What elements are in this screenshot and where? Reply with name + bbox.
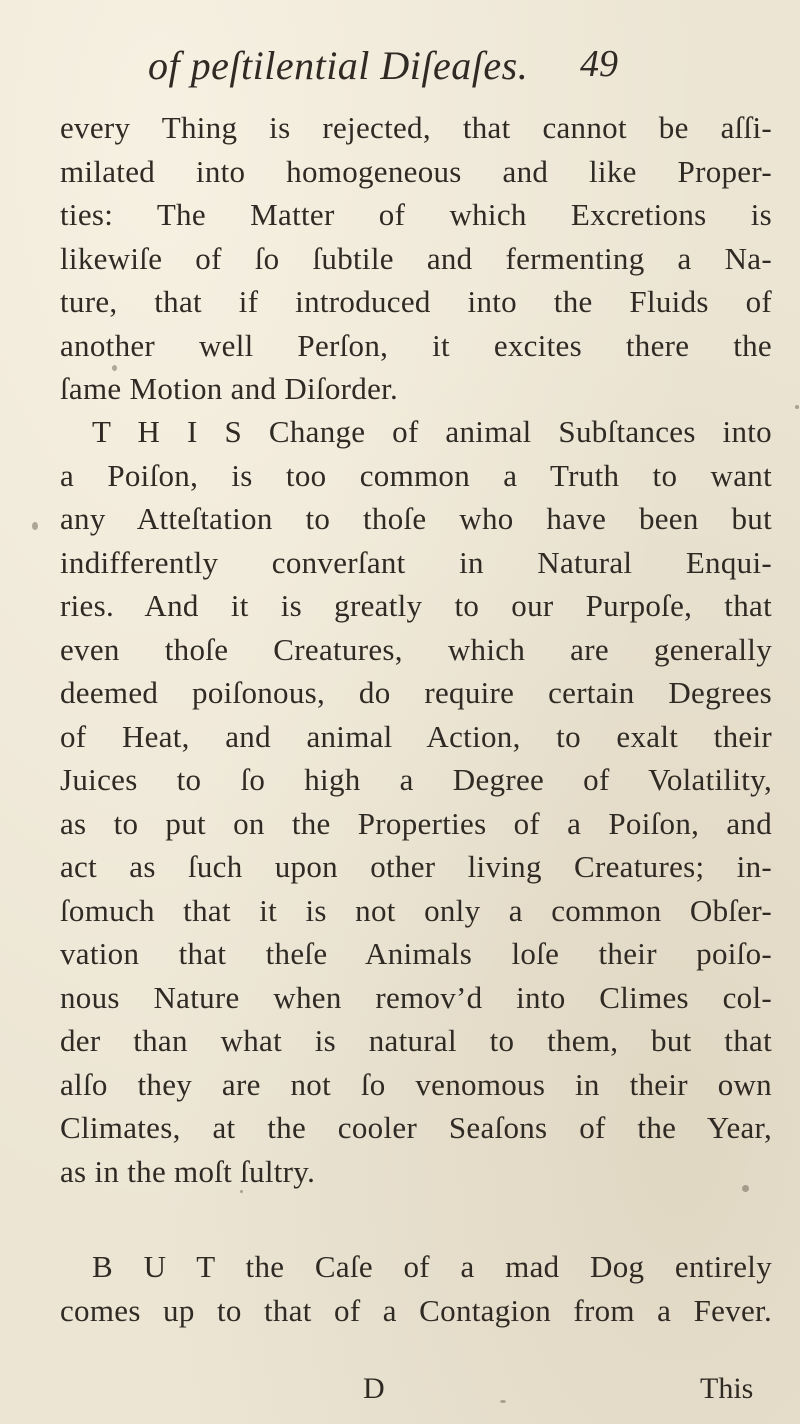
page-footer (0, 1372, 800, 1412)
paper-speck (32, 522, 38, 530)
text-line: B U T the Caſe of a mad Dog entirely (92, 1249, 772, 1284)
text-line: act as ſuch upon other living Creatures; in- (60, 849, 772, 884)
text-line: ſame Motion and Diſorder. (60, 371, 399, 406)
text-line: deemed poiſonous, do require certain Degrees (60, 675, 772, 710)
paragraph-1 (60, 106, 772, 411)
text-line: T H I S Change of animal Subſtances into (92, 414, 772, 449)
paper-speck (112, 365, 117, 371)
text-line: any Atteſtation to thoſe who have been but (60, 501, 772, 536)
text-line: Juices to ſo high a Degree of Volatility, (60, 762, 772, 797)
text-line: ties: The Matter of which Excretions is (60, 197, 772, 232)
paper-speck (500, 1400, 506, 1403)
text-line: as in the moſt ſultry. (60, 1153, 316, 1189)
text-line: nous Nature when remov’d into Climes col- (60, 979, 772, 1015)
text-line: milated into homogeneous and like Proper- (60, 153, 772, 189)
text-line: indifferently converſant in Natural Enqui- (60, 544, 772, 580)
text-line: ries. And it is greatly to our Purpoſe, that (60, 588, 772, 623)
text-line: a Poiſon, is too common a Truth to want (60, 457, 772, 493)
text-line: even thoſe Creatures, which are generally (60, 631, 772, 667)
text-line: der than what is natural to them, but that (60, 1023, 772, 1058)
text-line: of Heat, and animal Action, to exalt their (60, 718, 772, 754)
paper-speck (742, 1185, 749, 1192)
paragraph-3 (60, 1245, 772, 1332)
running-title: of peſtilential Diſeaſes. (148, 43, 529, 88)
page-header (0, 42, 800, 92)
text-line: every Thing is rejected, that cannot be aſſi- (60, 110, 772, 145)
text-line: ture, that if introduced into the Fluids of (60, 284, 772, 319)
catchword: This (700, 1372, 754, 1405)
paper-speck (795, 405, 799, 409)
text-line: alſo they are not ſo venomous in their own (60, 1066, 772, 1102)
signature-mark: D (363, 1372, 385, 1405)
paragraph-2 (60, 410, 772, 1193)
page-number: 49 (580, 43, 618, 85)
text-line: another well Perſon, it excites there the (60, 327, 772, 363)
text-line: ſomuch that it is not only a common Obſer- (60, 892, 772, 928)
text-line: as to put on the Properties of a Poiſon, and (60, 805, 772, 841)
text-line: likewiſe of ſo ſubtile and fermenting a Na- (60, 240, 772, 276)
paper-speck (240, 1190, 243, 1193)
text-line: comes up to that of a Contagion from a Fever. (60, 1292, 772, 1328)
text-line: Climates, at the cooler Seaſons of the Year, (60, 1110, 772, 1145)
text-line: vation that theſe Animals loſe their poiſo- (60, 936, 772, 971)
